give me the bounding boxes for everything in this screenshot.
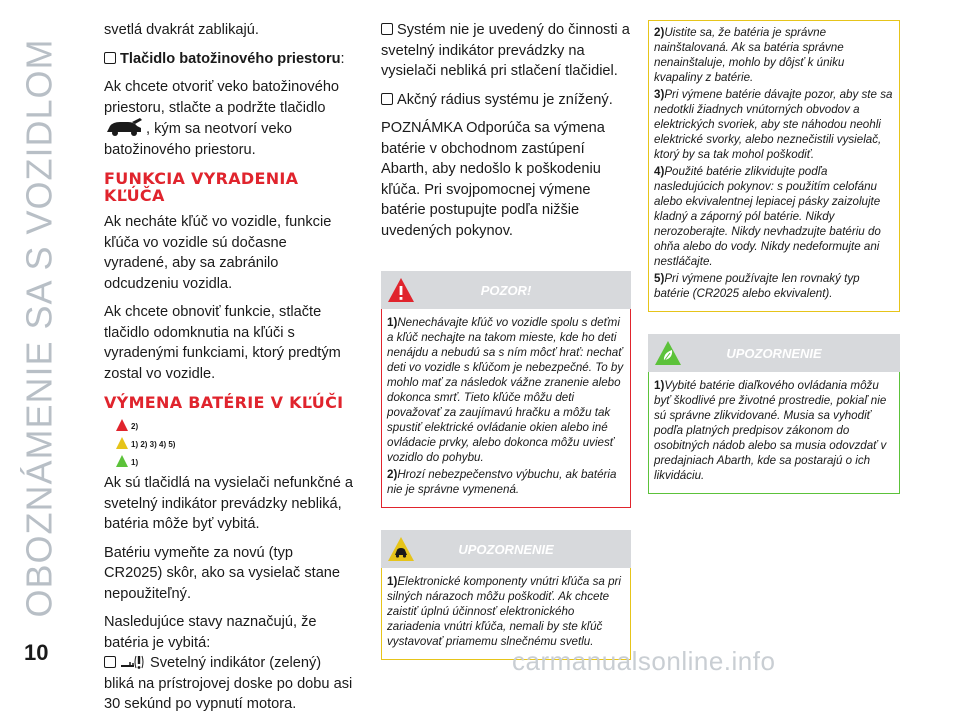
bullet-system-inactive: Systém nie je uvedený do činnosti a svetelný indikátor prevádzky na vysielači nebliká pri stlačení tlačidiel.: [381, 22, 630, 79]
column-left: [104, 20, 354, 723]
notice-item-1: 1)Elektronické komponenty vnútri kľúča sa pri silných nárazoch môžu poškodiť. Ak chcete zaistiť úplnú účinnosť elektronického zariadenia vnútri kľúča, nemali by ste kľúč vystavovať priamemu slnečnému svetlu.: [387, 575, 621, 648]
site-watermark: carmanualsonline.info: [512, 646, 776, 676]
notice-item-2: 2)Uistite sa, že batéria je správne nainštalovaná. Ak sa batéria správne nenainštaluje, mohlo by dôjsť k úniku kvapaliny z batérie.: [654, 26, 845, 84]
notice-reference: 1) 2) 3) 4) 5): [116, 437, 354, 449]
car-notice-icon: [387, 536, 415, 562]
notice-box-continued: [648, 20, 900, 312]
warning-item-1: 1)Nenechávajte kľúč vo vozidle spolu s deťmi a kľúč nechajte na takom mieste, kde ho deti nenájdu a nebudú sa s ním môcť hrať: nechať deti vo vozidle s kľúčom je nebezpečné. To by mohlo mať za následok vážne zranenie alebo dokonca smrť. Tieto kľúče môžu deti považovať za zaujímavú hračku a môžu tak spustiť elektrické ovládanie okien alebo iné ovládacie prvky, alebo dokonca môžu uviesť vozidlo do pohybu.: [387, 316, 624, 464]
warning-reference: 2): [116, 419, 354, 431]
checkbox-bullet-icon: [381, 23, 393, 35]
car-trunk-icon: [104, 118, 144, 138]
trunk-heading: Tlačidlo batožinového priestoru:: [104, 49, 354, 70]
column-middle: [381, 20, 631, 660]
notice-item-3: 3)Pri výmene batérie dávajte pozor, aby ste sa nedotkli žiadnych vnútorných obvodov a elektrických svoriek, aby ste náhodou neohli elektrické svorky, alebo neznečistili vysielač, ktorý by sa tak mohol poškodiť.: [654, 88, 893, 161]
danger-triangle-icon: [116, 419, 128, 431]
warning-item-2: 2)Hrozí nebezpečenstvo výbuchu, ak batéria nie je správne vymenená.: [387, 468, 617, 496]
leaf-icon: [116, 455, 128, 467]
battery-text-2: Batériu vymeňte za novú (typ CR2025) skôr, ako sa vysielač stane nepoužiteľný.: [104, 544, 341, 602]
heading-key-deactivation: FUNKCIA VYRADENIA KĽÚČA: [104, 169, 299, 205]
environment-reference: 1): [116, 455, 354, 467]
leaf-icon: [654, 340, 682, 366]
car-notice-icon: [116, 437, 128, 449]
side-section-title: OBOZNÁMENIE SA S VOZIDLOM: [19, 38, 61, 618]
battery-indicator-text: Svetelný indikátor (zelený) bliká na prístrojovej doske po dobu asi 30 sekúnd po vypnutí motora.: [104, 655, 353, 712]
deactivation-text-1: Ak necháte kľúč vo vozidle, funkcie kľúča vo vozidle sú dočasne vyradené, aby sa zabránilo odcudzeniu vozidla.: [104, 214, 332, 292]
environment-box: [648, 372, 900, 494]
notice-box-title: UPOZORNENIE: [381, 530, 631, 568]
notice-item-5: 5)Pri výmene používajte len rovnaký typ batérie (CR2025 alebo ekvivalent).: [654, 272, 860, 300]
checkbox-bullet-icon: [104, 656, 116, 668]
deactivation-text-2: Ak chcete obnoviť funkcie, stlačte tlačidlo odomknutia na kľúči s vyradenými funkciami, ktorý predtým zostal vo vozidle.: [104, 304, 341, 382]
battery-text-3: Nasledujúce stavy naznačujú, že batéria je vybitá:: [104, 614, 317, 651]
notice-item-4: 4)Použité batérie zlikvidujte podľa nasledujúcich pokynov: s použitím celofánu alebo ekvivalentnej lepiacej pásky zaizolujte kladný a záporný pól batérie. Nikdy nerozoberajte. Nikdy nevhadzujte batériu do ohňa alebo do vody. Nikdy nedeformujte ani nestláčajte.: [654, 165, 881, 268]
battery-text-1: Ak sú tlačidlá na vysielači nefunkčné a svetelný indikátor prevádzky nebliká, batéria môže byť vybitá.: [104, 475, 354, 532]
environment-item-1: 1)Vybité batérie diaľkového ovládania môžu byť škodlivé pre životné prostredie, pokiaľ nie sú správne zlikvidované. Musia sa vyhodiť podľa platných predpisov zákonom do osobitných nádob alebo sa musia odovzdať v predajniach Abarth, kde sa postarajú o ich likvidáciu.: [654, 379, 887, 482]
warning-box-title: POZOR!: [381, 271, 631, 309]
note-text: POZNÁMKA Odporúča sa výmena batérie v obchodnom zastúpení Abarth, aby nedošlo k poškodeniu kľúča. Pri svojpomocnej výmene batérie postupujte podľa nižšie uvedených pokynov.: [381, 120, 605, 239]
danger-triangle-icon: [387, 277, 415, 303]
trunk-text-cont: , kým sa neotvorí veko batožinového priestoru.: [104, 118, 354, 160]
page-number: 10: [24, 640, 49, 665]
text-blink: svetlá dvakrát zablikajú.: [104, 22, 259, 38]
checkbox-bullet-icon: [104, 52, 116, 64]
checkbox-bullet-icon: [381, 93, 393, 105]
warning-box: [381, 309, 631, 508]
column-right: [648, 20, 900, 494]
environment-box-title: UPOZORNENIE: [648, 334, 900, 372]
key-warning-icon: [120, 654, 148, 670]
trunk-text: Ak chcete otvoriť veko batožinového priestoru, stlačte a podržte tlačidlo: [104, 79, 340, 116]
heading-battery-replacement: VÝMENA BATÉRIE V KĽÚČI: [104, 393, 344, 412]
bullet-range-reduced: Akčný rádius systému je znížený.: [381, 90, 631, 111]
